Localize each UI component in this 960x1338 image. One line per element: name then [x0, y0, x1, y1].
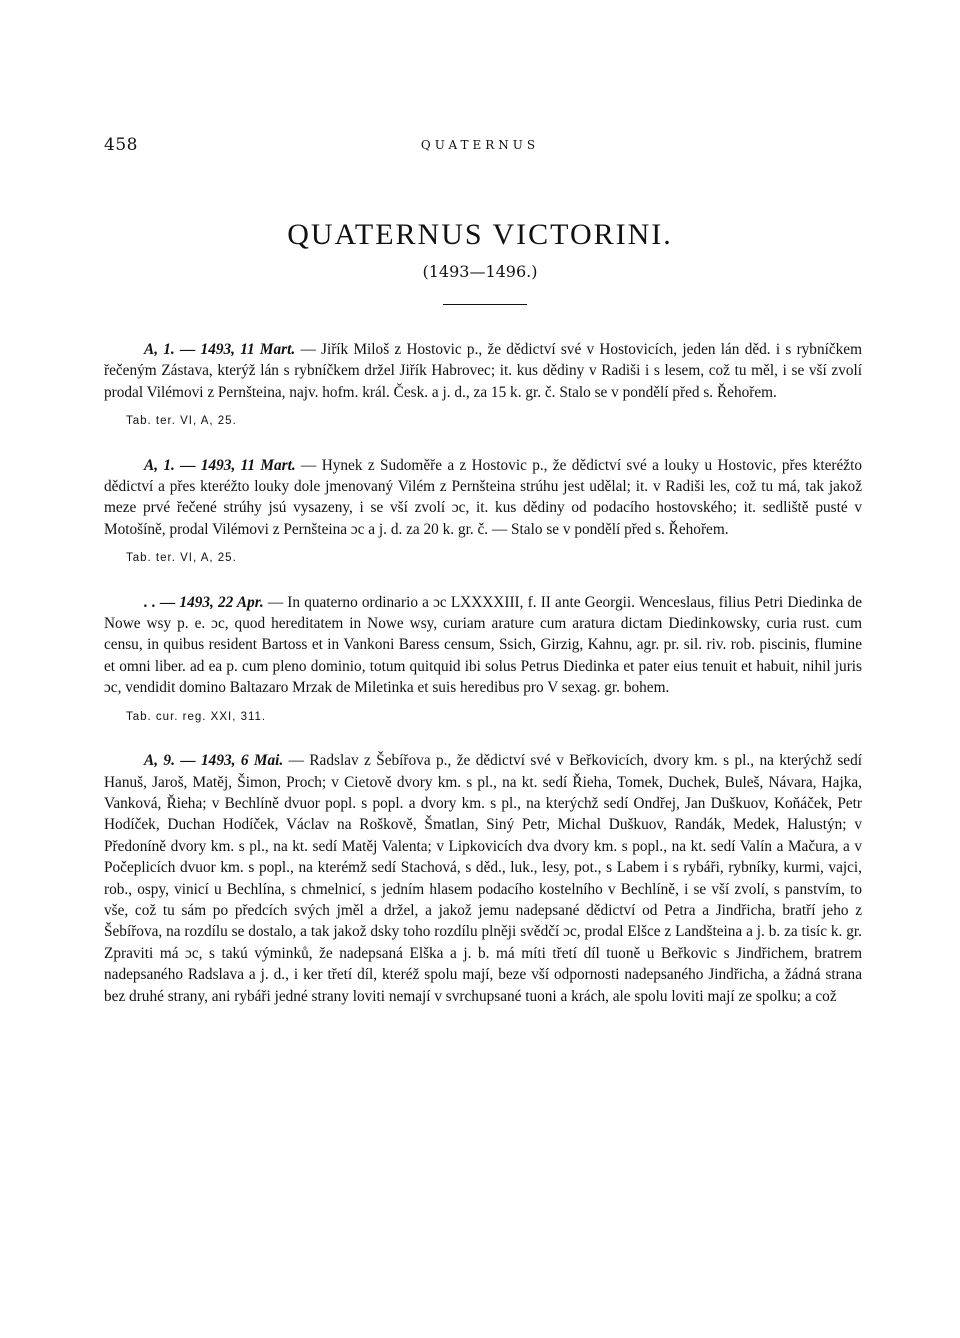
entry-reference: A, 9. — 1493, 6 Mai.: [144, 752, 284, 770]
source-citation: Tab. cur. reg. XXI, 311.: [126, 710, 267, 723]
entry-paragraph: [104, 339, 862, 403]
running-head: QUATERNUS: [420, 138, 540, 152]
entry-reference: . . — 1493, 22 Apr.: [144, 593, 264, 611]
document-body: [104, 339, 862, 1007]
entry-2: [104, 455, 862, 570]
entry-text: — In quaterno ordinario a ɔc LXXXXIII, f. II ante Georgii. Wenceslaus, filius Petri Diedinka de Nowe wsy p. e. ɔc, quod hereditatem in Nowe wsy, curiam arature cum aratura dictam Diedinkowsky, curia rust. cum censu, in quibus resident Bartoss et in Vankoni Baress censum, Ssich, Girzig, Kahnu, agr. pr. sil. riv. rob. piscinis, flumine et omni liber. ad ea p. cum pleno dominio, totum quitquid ibi solus Petrus Diedinka et pater eius tenuit et habuit, nihil juris ɔc, vendidit domino Baltazaro Mrzak de Miletinka et suis heredibus pro V sexag. gr. bohem.: [104, 593, 862, 697]
entry-text: — Jiřík Miloš z Hostovic p., že dědictví své v Hostovicích, jeden lán děd. i s rybníčkem řečeným Zástava, kterýž lán s rybníčkem držel Jiřík Habrovec; it. kus dědiny v Radiši i s lesem, což tu měl, i se vší zvolí prodal Vilémovi z Pernšteina, najv. hofm. král. Česk. a j. d., za 15 k. gr. č. Stalo se v pondělí před s. Řehořem.: [104, 341, 862, 401]
entry-1: [104, 339, 862, 433]
source-citation: Tab. ter. VI, A, 25.: [126, 552, 237, 565]
entry-reference: A, 1. — 1493, 11 Mart.: [144, 341, 296, 358]
entry-text: — Radslav z Šebířova p., že dědictví své v Beřkovicích, dvory km. s pl., na kterýchž sedí Hanuš, Jaroš, Matěj, Šimon, Proch; v Cietově dvory km. s pl., na kt. sedí Řieha, Tomek, Duchek, Buleš, Návara, Hajka, Vanková, Řieha; v Bechlíně dvuor popl. s popl. a dvory km. s pl., na kterýchž sedí Ondřej, Jan Duškuov, Koňáček, Petr Hodíček, Duchan Hodíček, Václav na Roškově, Šmatlan, Siný Petr, Michal Duškuov, Randák, Medek, Halustýn; v Předoníně dvory km. s pl., na kt. sedí Matěj Valenta; v Lipkovicích dva dvory km. s popl., na kt. sedí Valín a Mačura, a v Počeplicích dvuor km. s popl., na kterémž sedí Stachová, s děd., luk., lesy, pot., s Labem i s rybáři, rybníky, kurmi, vajci, rob., ospy, vinicí u Bechlína, s chmelnicí, s jedním hlasem podacího kostelního v Bechlíně, i se vší zvolí, s panstvím, to vše, což tu sám po předcích svých jměl a držel, a jakož jemu nadepsané dědictví od Petra a Jindřicha, bratří jeho z Šebířova, na rozdílu se dostalo, a tak jakož dsky toho rozdílu plněji svědčí ɔc, prodal Elšce z Landšteina a j. b. za tisíc k. gr. Zpraviti má ɔc, s takú výminků, že nadepsaná Elška a j. b. má míti třetí díl tuoně u Beřkovic s Jindřichem, bratrem nadepsaného Radslava a j. d., i ker třetí díl, kteréž spolu mají, beze vší odpornosti nadepsaného Jindřicha, a žádná strana bez druhé strany, ani rybáři jedné strany loviti nemají v svrchupsané tuoni a krách, ale spolu loviti mají ze spolku; a což: [104, 752, 862, 1005]
entry-paragraph: [104, 750, 862, 1007]
title-years: (1493—1496.): [422, 262, 538, 281]
entry-reference: A, 1. — 1493, 11 Mart.: [144, 456, 296, 474]
source-citation: Tab. ter. VI, A, 25.: [126, 415, 237, 428]
title-divider: [443, 304, 527, 305]
entry-text: — Hynek z Sudoměře a z Hostovic p., že dědictví své a louky u Hostovic, přes kteréžto dědictví a přes kteréžto louky dole jmenovaný Vilém z Pernšteina strúhu jest udělal; it. v Radiši les, což tu má, tak jakož meze prvé řečené strúhy jsú vysazeny, i se vší zvolí ɔc, it. kus dědiny od podacího hostovského; it. sedliště pusté v Motošíně, prodal Vilémovi z Pernšteina ɔc a j. d. za 20 k. gr. č. — Stalo se v pondělí před s. Řehořem.: [104, 456, 862, 538]
page-title: QUATERNUS VICTORINI.: [287, 218, 673, 251]
entry-paragraph: [104, 455, 862, 541]
entry-paragraph: [104, 592, 862, 699]
page-number: 458: [104, 135, 138, 155]
entry-3: [104, 592, 862, 728]
entry-4: [104, 750, 862, 1007]
